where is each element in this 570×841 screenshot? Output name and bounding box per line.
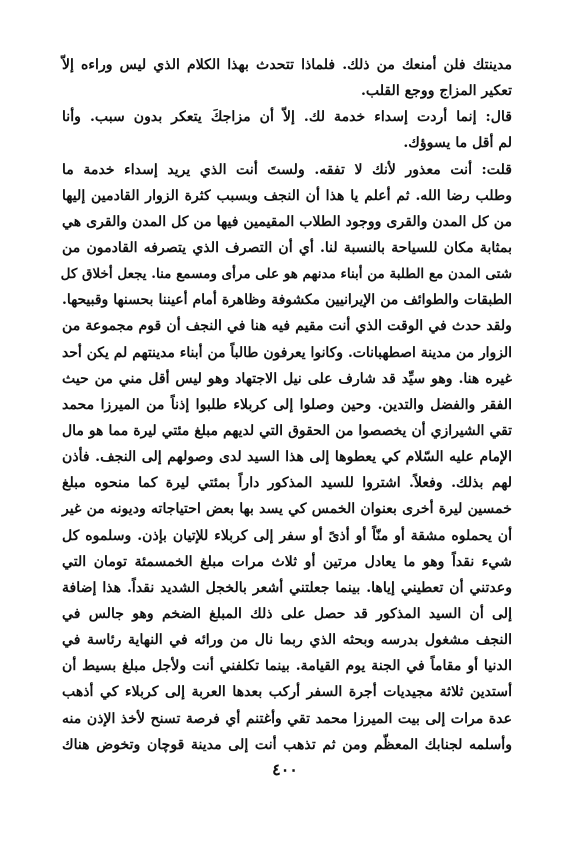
- text-line: عدة مرات إلى بيت الميرزا محمد تقي وأغتنم أي فرصة تسنح لأخذ الإذن منه: [62, 710, 512, 727]
- text-line: الفقر والفضل والتدين. وحين وصلوا إلى كربلاء طلبوا إذناً من الميرزا محمد: [62, 396, 512, 413]
- text-line: الإمام عليه السّلام كي يعطوها إلى هذا السيد لدى وصولهم إلى النجف. فأذن: [62, 449, 512, 466]
- text-line: قال: إنما أردت إسداء خدمة لك. إلاّ أن مزاجكَ يتعكر بدون سبب. وأنا: [62, 109, 512, 126]
- text-line: إلى أن السيد المذكور قد حصل على ذلك المبلغ الضخم وهو جالس في: [62, 605, 512, 622]
- text-line: الدنيا أو مقاماً في الجنة يوم القيامة. بينما تكلفني أنت ولأجل مبلغ بسيط أن: [62, 658, 512, 675]
- text-line: أستدين ثلاثة مجيديات أجرة السفر أركب بعدها العربة إلى كربلاء كي أذهب: [62, 684, 512, 701]
- text-line: من كل المدن والقرى ووجود الطلاب المقيمين فيها من كل المدن والقرى هي: [62, 213, 512, 230]
- text-line: مدينتك فلن أمنعك من ذلك. فلماذا تتحدث بهذا الكلام الذي ليس وراءه إلاّ: [62, 57, 512, 73]
- text-line: لم أقل ما يسوؤك.: [403, 135, 512, 152]
- text-line: خمسين ليرة أخرى بعنوان الخمس كي يسد بها بعض احتياجاته وديونه من غير: [62, 501, 512, 518]
- page-number: ٤٠٠: [272, 760, 298, 779]
- text-line: بمثابة مكان للسياحة بالنسبة لنا. أي أن التصرف الذي يتصرفه القادمون من: [62, 239, 512, 256]
- text-line: شتى المدن مع الطلبة من أبناء مدنهم هو على مرأى ومسمع منا. يجعل أخلاق كل: [60, 266, 512, 283]
- text-line: وعدتني أن تعطيني إياها. بينما جعلتني أشعر بالخجل الشديد نقداً. هذا إضافة: [62, 579, 512, 596]
- text-line: تقي الشيرازي أن يخصصوا من الحقوق التي لديهم مبلغ مئتي ليرة مما هو مال: [62, 422, 512, 439]
- text-line: الطبقات والطوائف من الإيرانيين مكشوفة وظاهرة أمام أعيننا بحسنها وقبيحها.: [62, 292, 512, 309]
- text-line: النجف مشغول بدرسه وبحثه الذي ربما نال من ورائه في النهاية رئاسة في: [62, 632, 512, 649]
- text-line: لهم بذلك. وفعلاً. اشتروا للسيد المذكور داراً بمئتي ليرة كما منحوه مبلغ: [62, 475, 512, 492]
- text-line: قلت: أنت معذور لأنك لا تفقه. ولستَ أنت الذي يريد إسداء خدمة ما: [62, 161, 512, 178]
- text-line: تعكير المزاج ووجع القلب.: [361, 83, 512, 100]
- body-text: [62, 52, 512, 758]
- text-line: أن يحملوه مشقة أو منّاً أو أذىً أو سفر إلى كربلاء للإتيان بإذن. وسلموه كل: [62, 527, 512, 544]
- text-line: وأسلمه لجنابك المعظّم ومن ثم تذهب أنت إلى مدينة قوچان وتخوض هناك: [62, 736, 512, 753]
- text-line: غيره هنا. وهو سيِّد قد شارف على نيل الاجتهاد وهو ليس أقل مني من حيث: [62, 370, 512, 387]
- text-line: شيء نقداً وهو ما يعادل مرتين أو ثلاث مرات مبلغ الخمسمئة تومان التي: [62, 553, 512, 570]
- text-line: ولقد حدث في الوقت الذي أنت مقيم فيه هنا في النجف أن قوم مجموعة من: [62, 318, 512, 335]
- text-line: الزوار من مدينة اصطهبانات. وكانوا يعرفون طالباً من أبناء مدينتهم لم يكن أحد: [62, 344, 512, 361]
- text-line: وطلب رضا الله. ثم أعلم يا هذا أن النجف وبسبب كثرة الزوار القادمين إليها: [62, 187, 512, 204]
